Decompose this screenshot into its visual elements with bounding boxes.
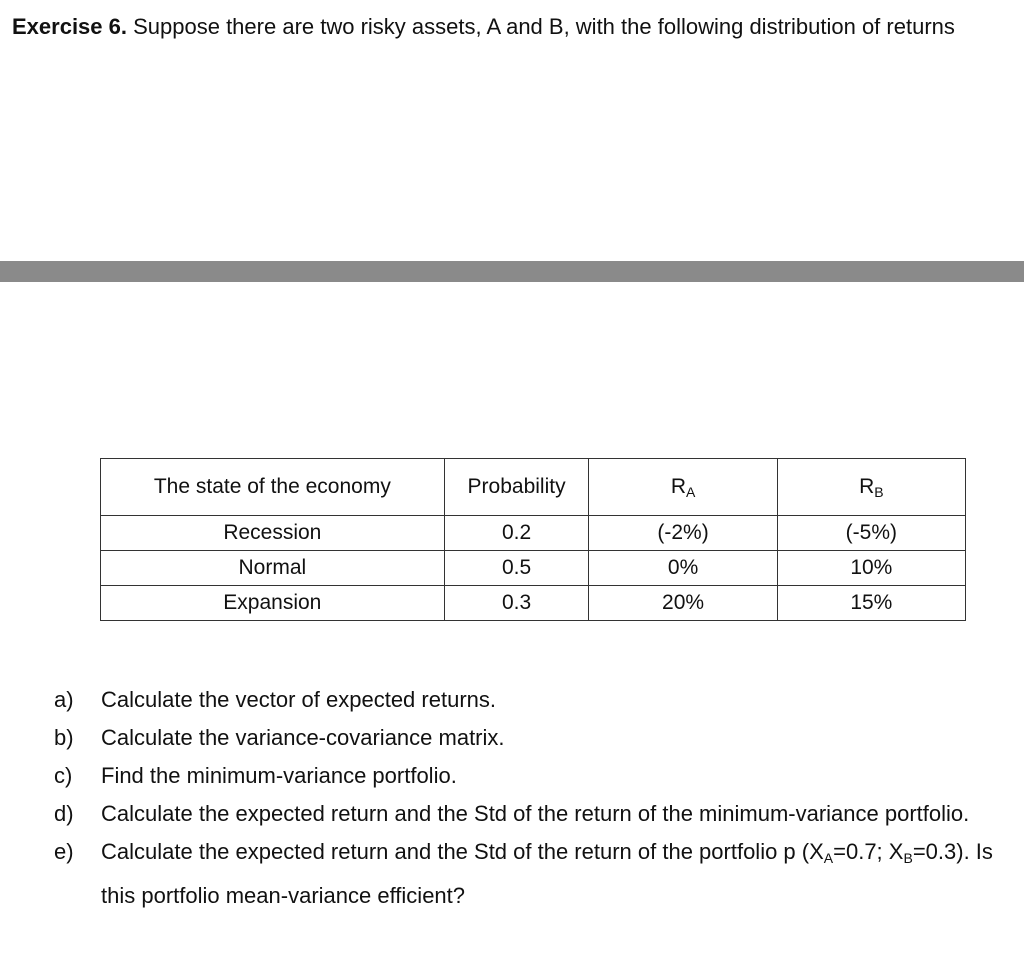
question-text: Find the minimum-variance portfolio. bbox=[101, 763, 457, 788]
exercise-label: Exercise 6. bbox=[12, 14, 127, 39]
question-marker: e) bbox=[54, 839, 74, 864]
table-row bbox=[101, 516, 966, 551]
question-text: Calculate the variance-covariance matrix. bbox=[101, 725, 505, 750]
cell-state: Recession bbox=[101, 516, 445, 551]
list-item bbox=[54, 757, 1004, 795]
cell-return-b: 15% bbox=[777, 586, 965, 621]
cell-return-b: (-5%) bbox=[777, 516, 965, 551]
list-item bbox=[54, 795, 1004, 833]
header-return-b: $R_B$ bbox=[777, 459, 965, 516]
cell-return-a: (-2%) bbox=[589, 516, 777, 551]
question-text: Calculate the vector of expected returns. bbox=[101, 687, 496, 712]
exercise-statement bbox=[12, 8, 1012, 46]
question-text: Calculate the expected return and the Std of the return of the minimum-variance portfolio. bbox=[101, 801, 970, 826]
table-row bbox=[101, 551, 966, 586]
question-marker: b) bbox=[54, 725, 74, 750]
question-marker: c) bbox=[54, 763, 73, 788]
list-item bbox=[54, 833, 1004, 915]
cell-return-a: 0% bbox=[589, 551, 777, 586]
cell-return-b: 10% bbox=[777, 551, 965, 586]
header-return-a: $R_A$ bbox=[589, 459, 777, 516]
cell-state: Normal bbox=[101, 551, 445, 586]
section-divider bbox=[0, 261, 1024, 282]
question-marker: d) bbox=[54, 801, 74, 826]
question-list bbox=[54, 681, 1004, 915]
cell-probability: 0.2 bbox=[444, 516, 589, 551]
question-text: Calculate the expected return and the Std of the return of the portfolio p ($X_A=0.7$; $X_B=0.3$). Is this portfolio mean-variance efficient? bbox=[101, 839, 993, 908]
list-item bbox=[54, 719, 1004, 757]
table-header-row bbox=[101, 459, 966, 516]
exercise-text: Suppose there are two risky assets, A and B, with the following distribution of returns bbox=[133, 14, 955, 39]
cell-probability: 0.5 bbox=[444, 551, 589, 586]
header-probability: Probability bbox=[444, 459, 589, 516]
list-item bbox=[54, 681, 1004, 719]
header-state: The state of the economy bbox=[101, 459, 445, 516]
cell-probability: 0.3 bbox=[444, 586, 589, 621]
question-marker: a) bbox=[54, 687, 74, 712]
returns-distribution-table bbox=[100, 458, 966, 621]
table-row bbox=[101, 586, 966, 621]
cell-state: Expansion bbox=[101, 586, 445, 621]
cell-return-a: 20% bbox=[589, 586, 777, 621]
